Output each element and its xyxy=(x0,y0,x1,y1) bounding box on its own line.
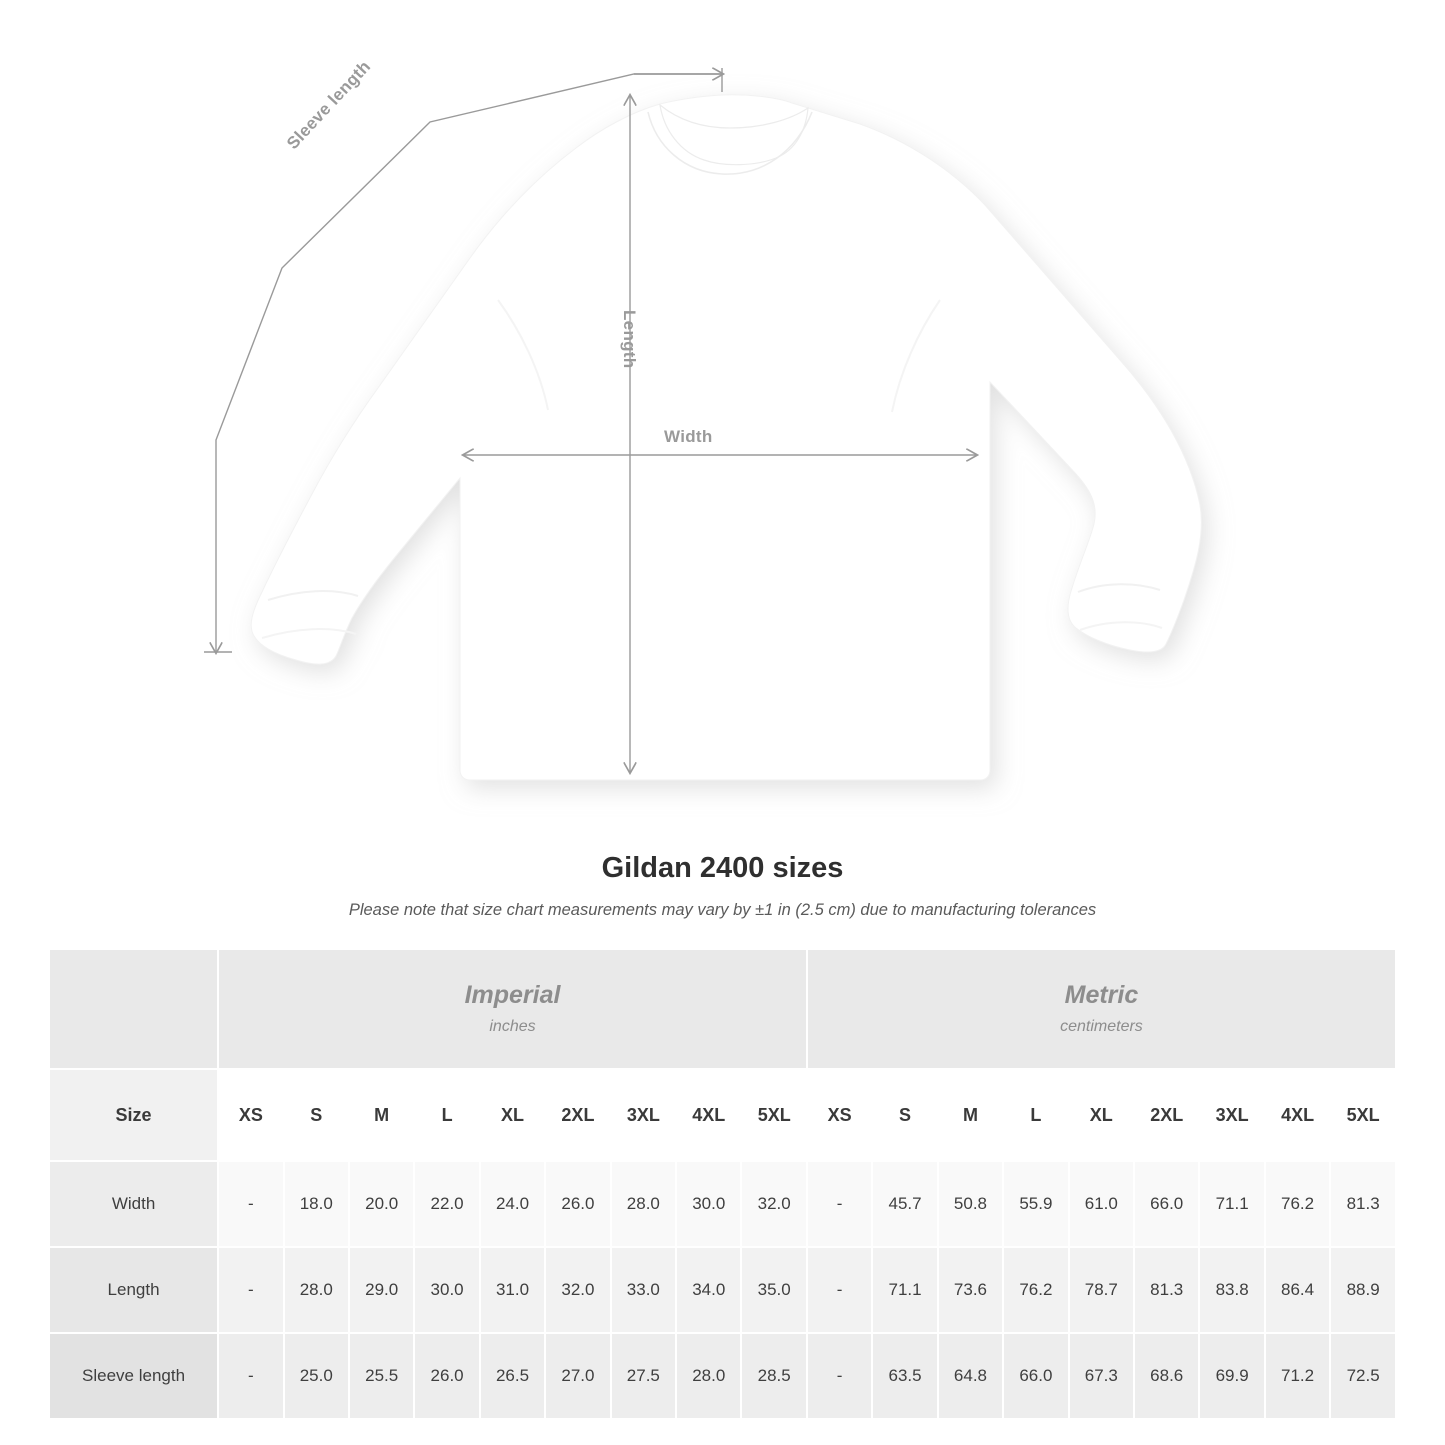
cell-length-metric-4xl: 86.4 xyxy=(1265,1247,1330,1333)
cell-sleeve-metric-m: 64.8 xyxy=(938,1333,1003,1419)
cell-length-metric-xl: 78.7 xyxy=(1069,1247,1134,1333)
cell-sleeve-metric-l: 66.0 xyxy=(1003,1333,1068,1419)
cell-length-imperial-xs: - xyxy=(218,1247,283,1333)
system-header-metric xyxy=(807,949,1396,1069)
cell-width-imperial-s: 18.0 xyxy=(284,1161,349,1247)
cell-width-metric-5xl: 81.3 xyxy=(1330,1161,1396,1247)
size-header-metric-s: S xyxy=(872,1069,937,1161)
width-dimension-label: Width xyxy=(664,427,713,446)
cell-length-imperial-4xl: 34.0 xyxy=(676,1247,741,1333)
cell-length-imperial-5xl: 35.0 xyxy=(741,1247,806,1333)
size-header-row xyxy=(49,1069,1396,1161)
cell-sleeve-metric-s: 63.5 xyxy=(872,1333,937,1419)
table-row xyxy=(49,1333,1396,1419)
size-header-imperial-xs: XS xyxy=(218,1069,283,1161)
cell-sleeve-metric-3xl: 69.9 xyxy=(1199,1333,1264,1419)
size-header-imperial-l: L xyxy=(414,1069,479,1161)
row-label-length: Length xyxy=(49,1247,218,1333)
tolerance-note: Please note that size chart measurements may vary by ±1 in (2.5 cm) due to manufacturing tolerances xyxy=(348,901,1097,919)
cell-sleeve-imperial-xs: - xyxy=(218,1333,283,1419)
cell-sleeve-imperial-5xl: 28.5 xyxy=(741,1333,806,1419)
system-name-imperial: Imperial xyxy=(464,981,561,1010)
cell-sleeve-metric-5xl: 72.5 xyxy=(1330,1333,1396,1419)
cell-width-imperial-5xl: 32.0 xyxy=(741,1161,806,1247)
system-header-spacer xyxy=(49,949,218,1069)
length-dimension-label: Length xyxy=(620,310,639,369)
system-name-metric: Metric xyxy=(1064,981,1139,1010)
cell-width-metric-3xl: 71.1 xyxy=(1199,1161,1264,1247)
system-unit-imperial: inches xyxy=(489,1017,536,1035)
cell-width-imperial-3xl: 28.0 xyxy=(611,1161,676,1247)
cell-length-metric-3xl: 83.8 xyxy=(1199,1247,1264,1333)
size-chart-table xyxy=(48,948,1397,1420)
size-header-metric-2xl: 2XL xyxy=(1134,1069,1199,1161)
table-row xyxy=(49,1247,1396,1333)
sleeve-length-dimension-label: Sleeve length xyxy=(283,56,375,153)
cell-length-imperial-m: 29.0 xyxy=(349,1247,414,1333)
size-header-imperial-4xl: 4XL xyxy=(676,1069,741,1161)
cell-sleeve-imperial-l: 26.0 xyxy=(414,1333,479,1419)
row-label-width: Width xyxy=(49,1161,218,1247)
system-header-row xyxy=(49,949,1396,1069)
cell-width-metric-xl: 61.0 xyxy=(1069,1161,1134,1247)
page-title: Gildan 2400 sizes xyxy=(601,852,844,884)
cell-sleeve-metric-2xl: 68.6 xyxy=(1134,1333,1199,1419)
size-header-metric-5xl: 5XL xyxy=(1330,1069,1396,1161)
cell-sleeve-metric-4xl: 71.2 xyxy=(1265,1333,1330,1419)
table-row xyxy=(49,1161,1396,1247)
cell-length-metric-s: 71.1 xyxy=(872,1247,937,1333)
system-header-imperial xyxy=(218,949,807,1069)
cell-width-imperial-l: 22.0 xyxy=(414,1161,479,1247)
cell-sleeve-imperial-2xl: 27.0 xyxy=(545,1333,610,1419)
size-header-imperial-3xl: 3XL xyxy=(611,1069,676,1161)
size-header-metric-4xl: 4XL xyxy=(1265,1069,1330,1161)
row-label-sleeve-length: Sleeve length xyxy=(49,1333,218,1419)
cell-width-metric-l: 55.9 xyxy=(1003,1161,1068,1247)
cell-sleeve-metric-xs: - xyxy=(807,1333,872,1419)
cell-sleeve-imperial-s: 25.0 xyxy=(284,1333,349,1419)
cell-width-metric-xs: - xyxy=(807,1161,872,1247)
size-header-imperial-2xl: 2XL xyxy=(545,1069,610,1161)
cell-width-imperial-xs: - xyxy=(218,1161,283,1247)
size-header-imperial-m: M xyxy=(349,1069,414,1161)
size-chart-table-wrap xyxy=(48,948,1397,1420)
cell-width-metric-4xl: 76.2 xyxy=(1265,1161,1330,1247)
size-header-metric-xs: XS xyxy=(807,1069,872,1161)
cell-sleeve-imperial-xl: 26.5 xyxy=(480,1333,545,1419)
size-header-metric-xl: XL xyxy=(1069,1069,1134,1161)
cell-length-metric-xs: - xyxy=(807,1247,872,1333)
cell-length-imperial-l: 30.0 xyxy=(414,1247,479,1333)
cell-sleeve-imperial-3xl: 27.5 xyxy=(611,1333,676,1419)
title-block xyxy=(0,852,1445,920)
shirt-silhouette xyxy=(251,95,1201,780)
size-header-imperial-xl: XL xyxy=(480,1069,545,1161)
cell-width-metric-s: 45.7 xyxy=(872,1161,937,1247)
cell-length-metric-l: 76.2 xyxy=(1003,1247,1068,1333)
size-header-metric-m: M xyxy=(938,1069,1003,1161)
cell-width-imperial-xl: 24.0 xyxy=(480,1161,545,1247)
cell-length-imperial-s: 28.0 xyxy=(284,1247,349,1333)
cell-length-imperial-2xl: 32.0 xyxy=(545,1247,610,1333)
cell-length-metric-2xl: 81.3 xyxy=(1134,1247,1199,1333)
cell-length-metric-5xl: 88.9 xyxy=(1330,1247,1396,1333)
cell-sleeve-imperial-4xl: 28.0 xyxy=(676,1333,741,1419)
cell-width-imperial-m: 20.0 xyxy=(349,1161,414,1247)
cell-length-imperial-xl: 31.0 xyxy=(480,1247,545,1333)
system-unit-metric: centimeters xyxy=(1060,1017,1143,1035)
size-header-imperial-s: S xyxy=(284,1069,349,1161)
cell-width-metric-2xl: 66.0 xyxy=(1134,1161,1199,1247)
cell-sleeve-imperial-m: 25.5 xyxy=(349,1333,414,1419)
cell-width-imperial-4xl: 30.0 xyxy=(676,1161,741,1247)
size-header-imperial-5xl: 5XL xyxy=(741,1069,806,1161)
size-header-metric-3xl: 3XL xyxy=(1199,1069,1264,1161)
cell-width-imperial-2xl: 26.0 xyxy=(545,1161,610,1247)
cell-length-imperial-3xl: 33.0 xyxy=(611,1247,676,1333)
cell-sleeve-metric-xl: 67.3 xyxy=(1069,1333,1134,1419)
size-header-label: Size xyxy=(49,1069,218,1161)
cell-width-metric-m: 50.8 xyxy=(938,1161,1003,1247)
size-header-metric-l: L xyxy=(1003,1069,1068,1161)
cell-length-metric-m: 73.6 xyxy=(938,1247,1003,1333)
